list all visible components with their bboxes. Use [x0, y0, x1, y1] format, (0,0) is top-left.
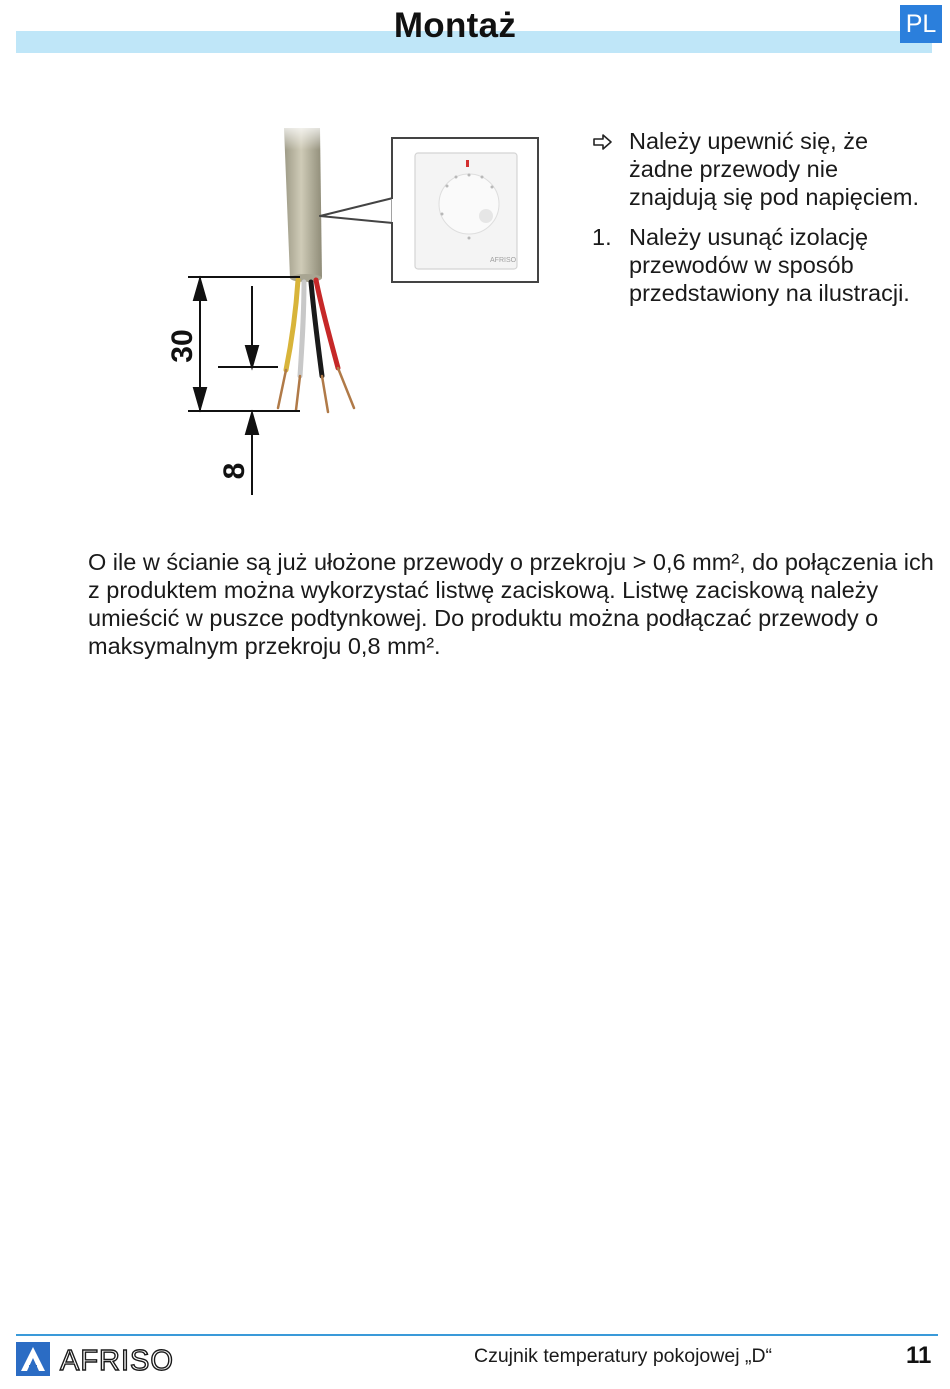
step-text: Należy upewnić się, że żadne przewody nie znajdują się pod napięciem. [629, 128, 920, 210]
afriso-logo [16, 1342, 206, 1376]
list-item [592, 127, 927, 211]
wires [278, 280, 354, 412]
wire-white [300, 282, 304, 376]
device-brand-label: AFRISO [490, 257, 517, 264]
dimension-30-label: 30 [166, 329, 199, 363]
dimension-8-label: 8 [218, 462, 251, 480]
step-number: 1. [592, 224, 612, 250]
logo-brand-text: AFRISO [60, 1345, 174, 1376]
instruction-steps [592, 127, 927, 319]
paragraph-text: O ile w ścianie są już ułożone przewody o przekroju > 0,6 mm², do połączenia ich z produktem można wykorzystać listwę zaciskową. Listwę zaciskową należy umieścić w puszce podtynkowej. Do produktu można podłączać przewody o maksymalnym przekroju 0,8 mm². [88, 549, 934, 659]
wire-tip [322, 376, 328, 412]
wire-yellow [286, 280, 298, 370]
wire-stripping-figure [160, 120, 560, 505]
body-paragraph [88, 548, 934, 660]
cable-sheath [280, 120, 326, 282]
wire-tip [338, 368, 354, 408]
wire-tip [296, 376, 300, 410]
arrow-right-icon [592, 127, 629, 211]
footer-rule [16, 1334, 938, 1336]
page-number: 11 [906, 1342, 932, 1369]
wire-tip [278, 370, 286, 408]
callout-pointer [320, 198, 393, 223]
list-item [592, 223, 927, 307]
footer-product-name: Czujnik temperatury pokojowej „D“ [474, 1345, 773, 1367]
page-title: Montaż [393, 6, 517, 45]
thermostat-device [415, 153, 517, 269]
language-badge: PL [900, 5, 942, 43]
step-text: Należy usunąć izolację przewodów w sposób przedstawiony na ilustracji. [629, 224, 910, 306]
